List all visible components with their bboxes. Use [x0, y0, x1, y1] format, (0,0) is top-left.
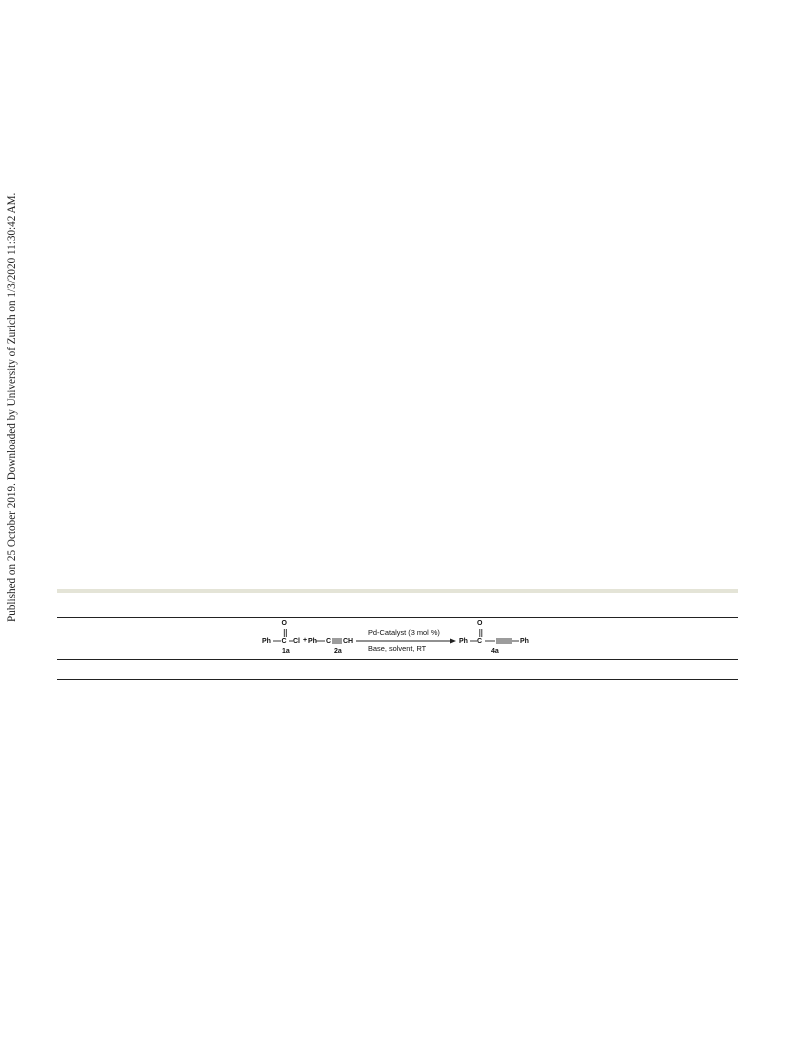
chloride-1a: Cl: [293, 637, 300, 645]
table-header-rule: [57, 659, 738, 660]
condition-base-solvent: Base, solvent, RT: [368, 643, 427, 653]
ph-4a-left: Ph: [459, 637, 468, 645]
reaction-scheme: [250, 619, 540, 659]
condition-catalyst: Pd-Catalyst (3 mol %): [368, 628, 440, 637]
table-top-rule: [57, 617, 738, 618]
label-1a: 1a: [282, 647, 290, 655]
label-4a: 4a: [491, 647, 499, 655]
carbon-2a: C: [326, 637, 332, 645]
ch-2a: CH: [343, 637, 354, 645]
reaction-arrow-head: [450, 639, 456, 644]
ph-4a-right: Ph: [520, 637, 529, 645]
oxygen-1a: O: [281, 620, 287, 627]
label-2a: 2a: [334, 647, 342, 655]
plus-sign: +: [303, 636, 308, 644]
ph-1a: Ph: [262, 637, 271, 645]
carbon-1a: C: [281, 637, 287, 645]
table-caption-banner: [57, 589, 738, 593]
table-bottom-rule: [57, 679, 738, 680]
carbon-4a: C: [477, 637, 483, 645]
oxygen-4a: O: [477, 620, 483, 627]
download-watermark: Published on 25 October 2019. Downloaded by University of Zurich on 1/3/2020 11:30:42 AM.: [6, 192, 18, 622]
ph-2a: Ph: [308, 637, 317, 645]
